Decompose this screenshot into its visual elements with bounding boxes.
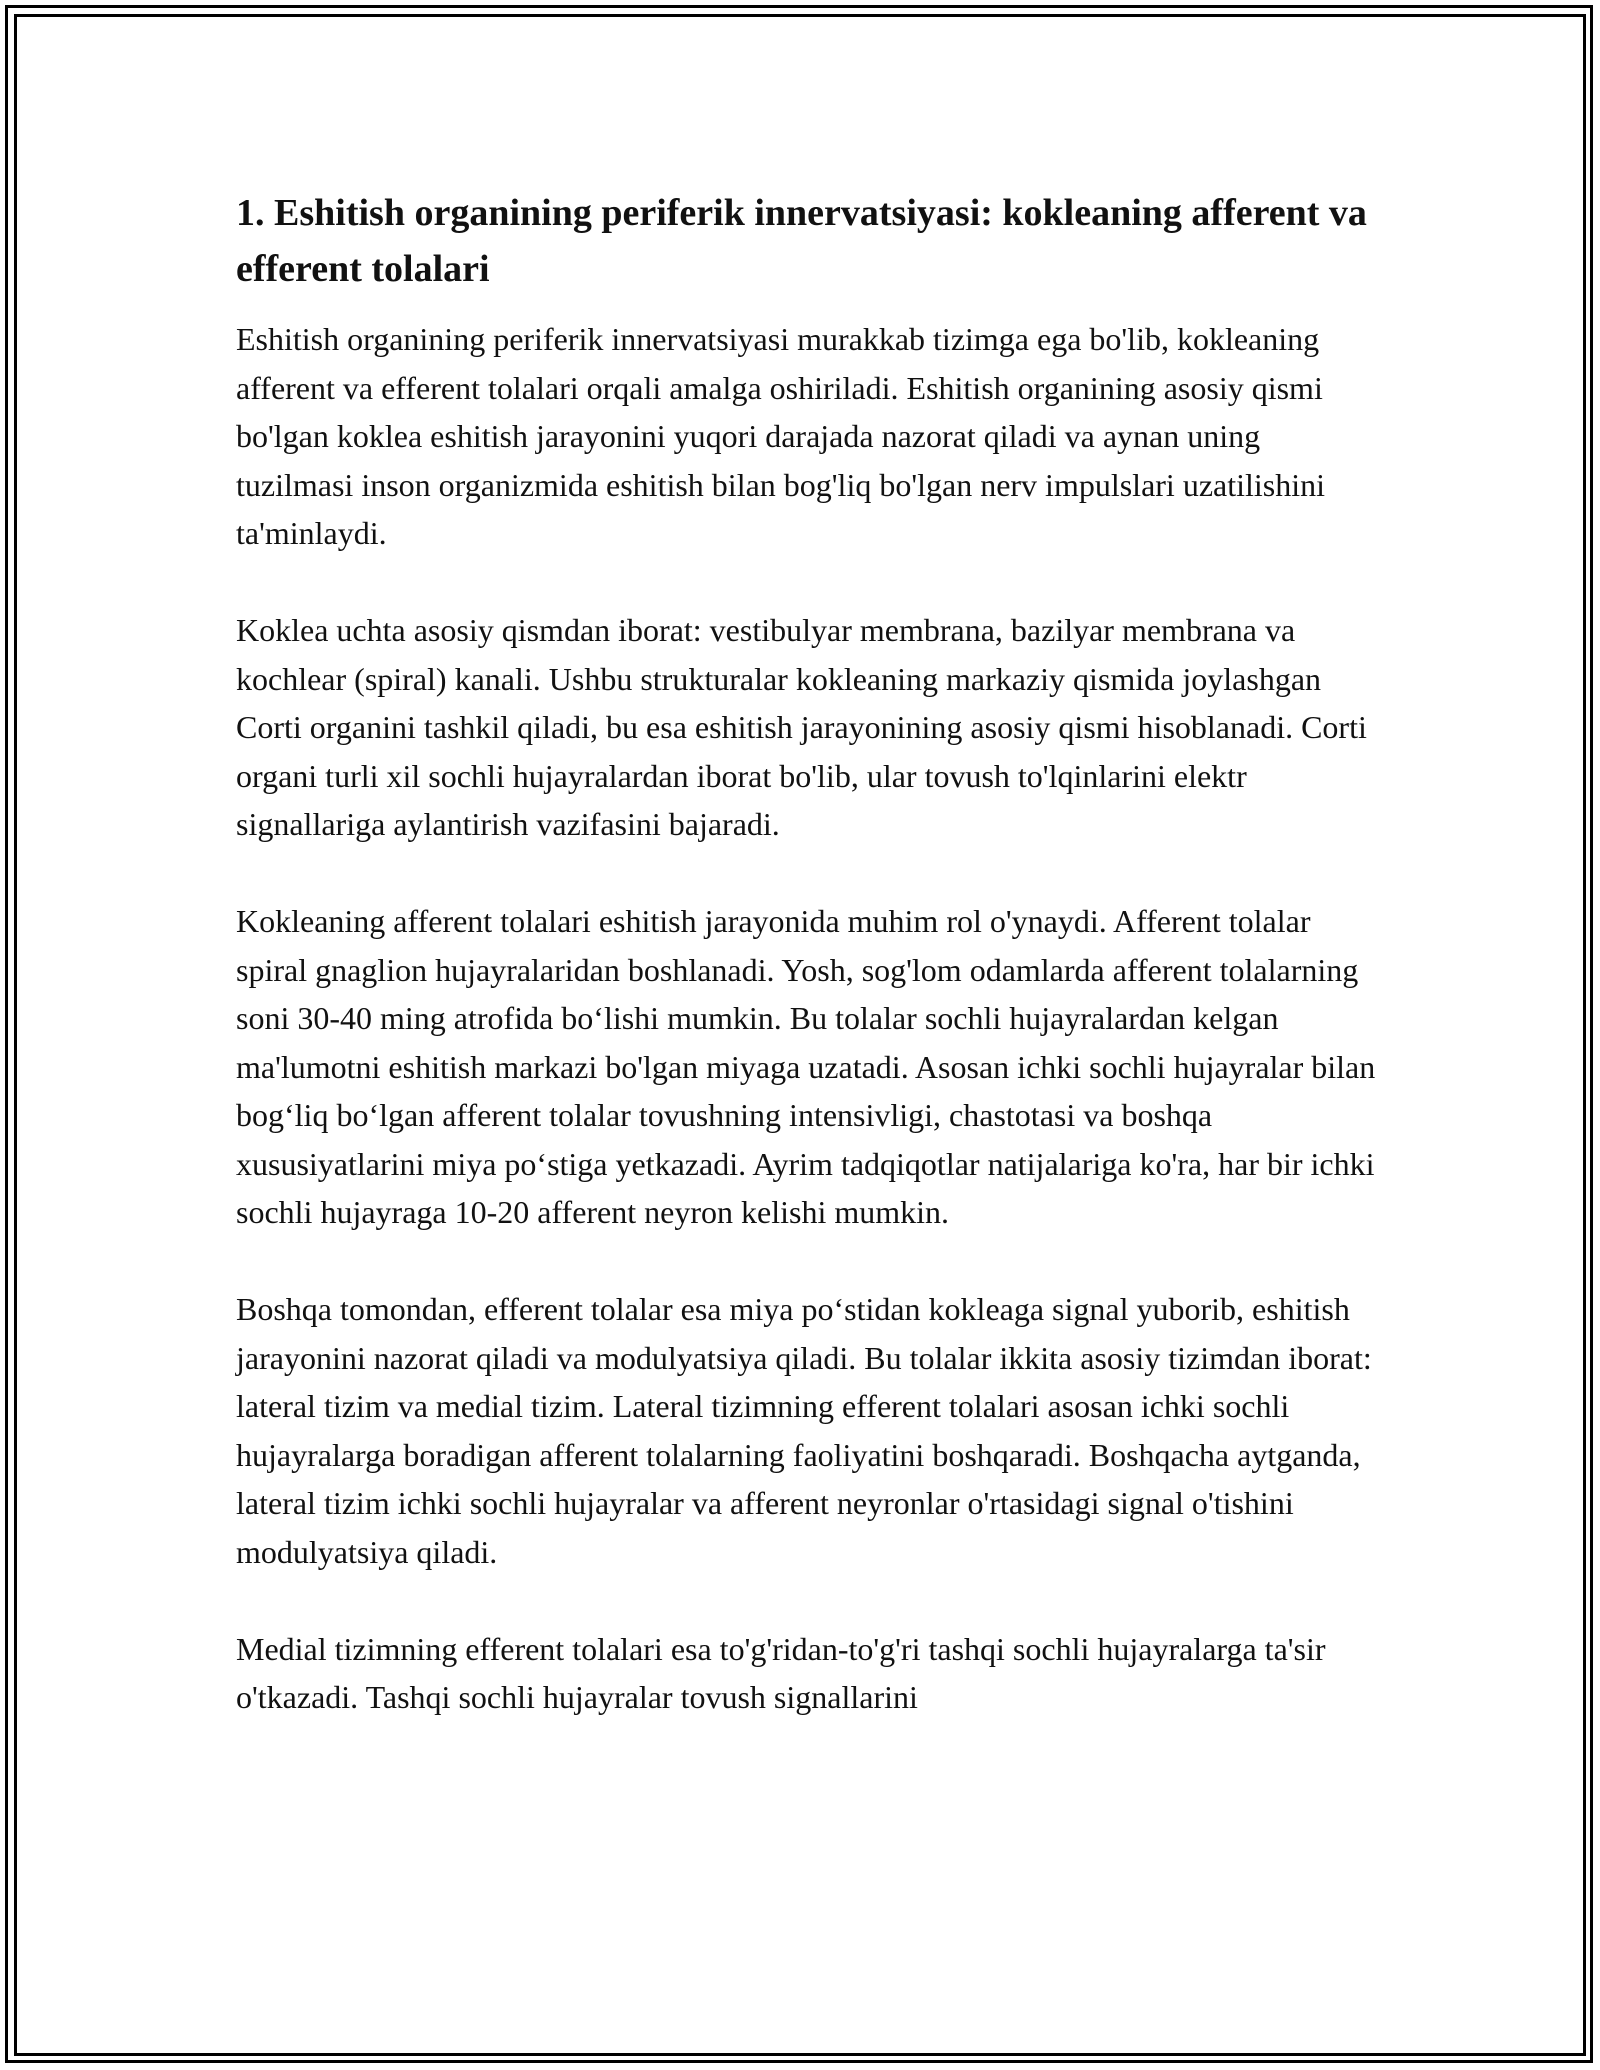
section-heading: 1. Eshitish organining periferik innervatsiyasi: kokleaning afferent va efferent tolalari — [236, 192, 1367, 290]
document-body — [236, 185, 1381, 1770]
paragraph-medial-system: Medial tizimning efferent tolalari esa to'g'ridan-to'g'ri tashqi sochli hujayralarga ta'sir o'tkazadi. Tashqi sochli hujayralar tovush signallarini — [236, 1630, 1326, 1715]
paragraph-afferent-fibers: Kokleaning afferent tolalari eshitish jarayonida muhim rol o'ynaydi. Afferent tolalar spiral gnaglion hujayralaridan boshlanadi. Yosh, sog'lom odamlarda afferent tolalarning soni 30-40 ming atrofida bo‘lishi mumkin. Bu tolalar sochli hujayralardan kelgan ma'lumotni eshitish markazi bo'lgan miyaga uzatadi. Asosan ichki sochli hujayralar bilan bog‘liq bo‘lgan afferent tolalar tovushning intensivligi, chastotasi va boshqa xususiyatlarini miya po‘stiga yetkazadi. Ayrim tadqiqotlar natijalariga ko'ra, har bir ichki sochli hujayraga 10-20 afferent neyron kelishi mumkin. — [236, 903, 1376, 1230]
paragraph-koklea-structure: Koklea uchta asosiy qismdan iborat: vestibulyar membrana, bazilyar membrana va kochlear (spiral) kanali. Ushbu strukturalar kokleaning markaziy qismida joylashgan Corti organini tashkil qiladi, bu esa eshitish jarayonining asosiy qismi hisoblanadi. Corti organi turli xil sochli hujayralardan iborat bo'lib, ular tovush to'lqinlarini elektr signallariga aylantirish vazifasini bajaradi. — [236, 612, 1367, 842]
paragraph-efferent-fibers: Boshqa tomondan, efferent tolalar esa miya po‘stidan kokleaga signal yuborib, eshitish jarayonini nazorat qiladi va modulyatsiya qiladi. Bu tolalar ikkita asosiy tizimdan iborat: lateral tizim va medial tizim. Lateral tizimning efferent tolalari asosan ichki sochli hujayralarga boradigan afferent tolalarning faoliyatini boshqaradi. Boshqacha aytganda, lateral tizim ichki sochli hujayralar va afferent neyronlar o'rtasidagi signal o'tishini modulyatsiya qiladi. — [236, 1291, 1372, 1570]
paragraph-intro: Eshitish organining periferik innervatsiyasi murakkab tizimga ega bo'lib, kokleaning afferent va efferent tolalari orqali amalga oshiriladi. Eshitish organining asosiy qismi bo'lgan koklea eshitish jarayonini yuqori darajada nazorat qiladi va aynan uning tuzilmasi inson organizmida eshitish bilan bog'liq bo'lgan nerv impulslari uzatilishini ta'minlaydi. — [236, 321, 1326, 551]
